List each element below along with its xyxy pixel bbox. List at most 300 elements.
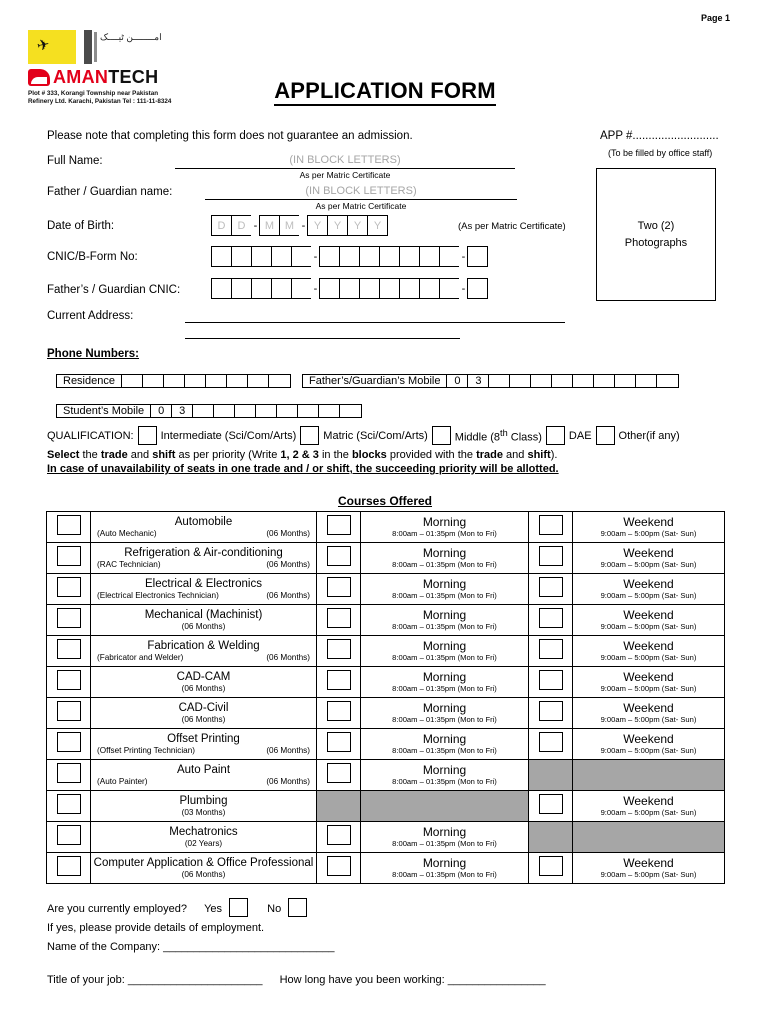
morning-priority-box[interactable] — [327, 608, 351, 628]
page-title-text: APPLICATION FORM — [274, 78, 496, 106]
logo-word-aman: AMAN — [53, 67, 109, 87]
weekend-shift-time: 9:00am – 5:00pm (Sat- Sun) — [600, 591, 697, 600]
morning-shift-cell — [361, 636, 529, 667]
morning-priority-cell[interactable] — [317, 636, 361, 667]
morning-priority-cell — [317, 791, 361, 822]
course-row — [47, 822, 725, 853]
employment-no-checkbox[interactable] — [288, 898, 307, 917]
morning-priority-cell[interactable] — [317, 760, 361, 791]
course-priority-cell[interactable] — [47, 512, 91, 543]
weekend-shift-time: 9:00am – 5:00pm (Sat- Sun) — [600, 870, 697, 879]
course-duration: (06 Months) — [181, 870, 226, 879]
address-input-line-2[interactable] — [185, 338, 460, 339]
full-name-sub: As per Matric Certificate — [299, 170, 391, 180]
course-row — [47, 791, 725, 822]
weekend-shift-label: Weekend — [623, 608, 674, 622]
residence-cell[interactable] — [227, 375, 248, 387]
dob-note: (As per Matric Certificate) — [458, 221, 566, 232]
course-priority-box[interactable] — [57, 639, 81, 659]
course-priority-cell[interactable] — [47, 574, 91, 605]
course-subinfo — [91, 839, 316, 848]
weekend-priority-cell[interactable] — [529, 636, 573, 667]
course-name: Plumbing — [179, 795, 228, 807]
morning-shift-cell — [361, 729, 529, 760]
dob-cell[interactable]: Y — [367, 215, 388, 236]
morning-shift-time: 8:00am – 01:35pm (Mon to Fri) — [392, 870, 497, 879]
logo-urdu-text: امــــــــن ٹیــــک — [100, 32, 162, 42]
course-duration: (06 Months) — [181, 684, 226, 693]
selection-notes — [47, 448, 559, 476]
weekend-shift-label: Weekend — [623, 701, 674, 715]
weekend-priority-box[interactable] — [539, 577, 563, 597]
morning-priority-box[interactable] — [327, 763, 351, 783]
course-subinfo — [91, 715, 316, 724]
course-row — [47, 853, 725, 884]
weekend-priority-box[interactable] — [539, 608, 563, 628]
father-cnic-cell[interactable] — [319, 278, 340, 299]
course-priority-box[interactable] — [57, 701, 81, 721]
weekend-priority-cell[interactable] — [529, 667, 573, 698]
course-name-cell — [91, 574, 317, 605]
course-subinfo — [91, 746, 316, 755]
father-name-label: Father / Guardian name: — [47, 186, 173, 198]
morning-shift-cell — [361, 574, 529, 605]
weekend-shift-cell — [573, 698, 725, 729]
dob-separator: - — [299, 215, 308, 236]
qualification-option-matric: Matric (Sci/Com/Arts) — [323, 429, 428, 442]
father-cnic-cell[interactable] — [231, 278, 252, 299]
employment-details-line: If yes, please provide details of employment. — [47, 922, 265, 934]
morning-shift-cell — [361, 543, 529, 574]
address-line-1: Plot # 333, Korangi Township near Pakistan — [28, 90, 159, 97]
weekend-priority-box[interactable] — [539, 856, 563, 876]
morning-priority-box[interactable] — [327, 856, 351, 876]
weekend-shift-cell — [573, 791, 725, 822]
morning-shift-label: Morning — [422, 670, 467, 684]
morning-shift-label: Morning — [422, 825, 467, 839]
course-name-cell — [91, 605, 317, 636]
course-subinfo — [91, 870, 316, 879]
weekend-priority-cell[interactable] — [529, 698, 573, 729]
cnic-cell[interactable] — [359, 246, 380, 267]
father-cnic-cell[interactable] — [419, 278, 440, 299]
weekend-shift-cell — [573, 822, 725, 853]
residence-cell[interactable] — [185, 375, 206, 387]
residence-cell[interactable] — [143, 375, 164, 387]
course-priority-box[interactable] — [57, 732, 81, 752]
morning-shift-label: Morning — [422, 608, 467, 622]
app-number-label: APP #........................... — [600, 130, 719, 142]
course-sub-left: (RAC Technician) — [97, 560, 161, 569]
selection-note-line-2: In case of unavailability of seats in one trade and / or shift, the succeeding priority will be allotted. — [47, 463, 559, 475]
duration-label[interactable]: How long have you been working: ________________ — [279, 974, 546, 986]
weekend-shift-time: 9:00am – 5:00pm (Sat- Sun) — [600, 622, 697, 631]
phone-section-title: Phone Numbers: — [47, 348, 140, 360]
course-row — [47, 574, 725, 605]
father-mobile-cell[interactable] — [636, 375, 657, 387]
morning-shift-label: Morning — [422, 577, 467, 591]
weekend-shift-time: 9:00am – 5:00pm (Sat- Sun) — [600, 715, 697, 724]
weekend-shift-cell — [573, 729, 725, 760]
course-priority-box[interactable] — [57, 515, 81, 535]
father-cnic-cell[interactable] — [439, 278, 460, 299]
address-line-2: Refinery Ltd. Karachi, Pakistan Tel : 111-11-8324 — [28, 98, 172, 105]
dob-cell[interactable]: M — [259, 215, 280, 236]
dob-cells[interactable] — [211, 215, 387, 236]
course-subinfo — [91, 777, 316, 786]
morning-priority-cell[interactable] — [317, 543, 361, 574]
residence-phone-field[interactable] — [56, 374, 291, 388]
course-name-cell — [91, 698, 317, 729]
morning-shift-time: 8:00am – 01:35pm (Mon to Fri) — [392, 684, 497, 693]
course-row — [47, 543, 725, 574]
course-sub-left: (Electrical Electronics Technician) — [97, 591, 219, 600]
course-priority-box[interactable] — [57, 794, 81, 814]
residence-cell[interactable] — [206, 375, 227, 387]
father-name-hint: (IN BLOCK LETTERS) — [305, 185, 417, 197]
father-mobile-cell[interactable]: 0 — [447, 375, 468, 387]
course-priority-box[interactable] — [57, 670, 81, 690]
employment-section — [47, 898, 546, 990]
morning-priority-cell[interactable] — [317, 853, 361, 884]
student-mobile-field[interactable] — [56, 404, 362, 418]
course-priority-cell[interactable] — [47, 853, 91, 884]
course-name-cell — [91, 543, 317, 574]
course-priority-cell[interactable] — [47, 667, 91, 698]
course-priority-cell[interactable] — [47, 605, 91, 636]
dob-cell[interactable]: Y — [327, 215, 348, 236]
morning-priority-box[interactable] — [327, 701, 351, 721]
weekend-priority-box[interactable] — [539, 794, 563, 814]
morning-shift-cell — [361, 698, 529, 729]
father-mobile-cell[interactable] — [573, 375, 594, 387]
father-cnic-separator: - — [311, 278, 320, 299]
company-name-label[interactable]: Name of the Company: ____________________________ — [47, 941, 335, 953]
student-mobile-cell[interactable]: 0 — [151, 405, 172, 417]
residence-cell[interactable] — [122, 375, 143, 387]
course-priority-box[interactable] — [57, 577, 81, 597]
father-cnic-cell[interactable] — [251, 278, 272, 299]
course-sub-left: (Fabricator and Welder) — [97, 653, 184, 662]
morning-priority-box[interactable] — [327, 639, 351, 659]
page-number: Page 1 — [700, 13, 730, 23]
weekend-priority-cell — [529, 760, 573, 791]
morning-shift-label: Morning — [422, 546, 467, 560]
course-name-cell — [91, 791, 317, 822]
qualification-option-dae: DAE — [568, 429, 592, 442]
weekend-priority-box[interactable] — [539, 546, 563, 566]
weekend-shift-time: 9:00am – 5:00pm (Sat- Sun) — [600, 653, 697, 662]
father-cnic-label: Father’s / Guardian CNIC: — [47, 284, 181, 296]
employment-yes-label: Yes — [204, 903, 223, 915]
dob-cell[interactable]: D — [211, 215, 232, 236]
qualification-checkbox-other[interactable] — [596, 426, 615, 445]
course-priority-cell[interactable] — [47, 760, 91, 791]
morning-shift-time: 8:00am – 01:35pm (Mon to Fri) — [392, 622, 497, 631]
morning-shift-label: Morning — [422, 515, 467, 529]
logo-gray-bar — [84, 30, 92, 64]
father-cnic-cell[interactable] — [291, 278, 312, 299]
dob-cell[interactable]: D — [231, 215, 252, 236]
student-mobile-cell[interactable] — [256, 405, 277, 417]
father-name-input[interactable] — [205, 199, 517, 200]
course-name-cell — [91, 636, 317, 667]
dob-label: Date of Birth: — [47, 220, 115, 232]
morning-priority-cell[interactable] — [317, 729, 361, 760]
cnic-cell[interactable] — [251, 246, 272, 267]
courses-heading-text: Courses Offered — [337, 494, 433, 508]
father-mobile-cell[interactable] — [510, 375, 531, 387]
weekend-priority-box[interactable] — [539, 670, 563, 690]
father-cnic-cell[interactable] — [379, 278, 400, 299]
course-priority-box[interactable] — [57, 856, 81, 876]
morning-shift-label: Morning — [422, 732, 467, 746]
cnic-cell[interactable] — [419, 246, 440, 267]
course-row — [47, 605, 725, 636]
morning-priority-cell[interactable] — [317, 667, 361, 698]
app-number-sub: (To be filled by office staff) — [608, 148, 713, 158]
morning-priority-cell[interactable] — [317, 605, 361, 636]
cnic-cell[interactable] — [319, 246, 340, 267]
course-priority-cell[interactable] — [47, 729, 91, 760]
residence-label: Residence — [57, 375, 122, 387]
logo-gray-bar-thin — [94, 32, 97, 62]
course-priority-cell[interactable] — [47, 543, 91, 574]
cnic-cell[interactable] — [211, 246, 232, 267]
course-duration: (06 Months) — [266, 560, 310, 569]
course-subinfo — [91, 808, 316, 817]
full-name-label: Full Name: — [47, 155, 103, 167]
weekend-priority-box[interactable] — [539, 732, 563, 752]
dob-separator: - — [251, 215, 260, 236]
father-mobile-field[interactable] — [302, 374, 679, 388]
course-sub-left: (Auto Mechanic) — [97, 529, 157, 538]
course-priority-box[interactable] — [57, 825, 81, 845]
morning-priority-cell[interactable] — [317, 574, 361, 605]
cnic-cell[interactable] — [339, 246, 360, 267]
page-title — [0, 78, 770, 104]
father-cnic-cell[interactable] — [467, 278, 488, 299]
course-subinfo — [91, 560, 316, 569]
course-name-cell — [91, 729, 317, 760]
weekend-shift-cell — [573, 636, 725, 667]
weekend-shift-label: Weekend — [623, 639, 674, 653]
course-name: Refrigeration & Air-conditioning — [124, 547, 283, 559]
course-row — [47, 667, 725, 698]
morning-priority-cell[interactable] — [317, 698, 361, 729]
student-mobile-cell[interactable] — [214, 405, 235, 417]
weekend-priority-cell[interactable] — [529, 791, 573, 822]
course-duration: (06 Months) — [181, 715, 226, 724]
course-name-cell — [91, 667, 317, 698]
dob-cell[interactable]: M — [279, 215, 300, 236]
course-name: Offset Printing — [167, 733, 240, 745]
weekend-priority-cell[interactable] — [529, 512, 573, 543]
courses-table — [46, 511, 725, 884]
father-cnic-cell[interactable] — [211, 278, 232, 299]
weekend-priority-cell[interactable] — [529, 574, 573, 605]
course-duration: (06 Months) — [266, 529, 310, 538]
employment-yes-checkbox[interactable] — [229, 898, 248, 917]
weekend-shift-cell — [573, 543, 725, 574]
student-mobile-cell[interactable] — [340, 405, 361, 417]
weekend-priority-cell[interactable] — [529, 605, 573, 636]
job-title-label[interactable]: Title of your job: ______________________ — [47, 974, 263, 986]
student-mobile-cell[interactable] — [277, 405, 298, 417]
qualification-option-middle: Middle (8th Class) — [454, 427, 542, 444]
student-mobile-cell[interactable] — [193, 405, 214, 417]
logo-word-tech: TECH — [108, 67, 159, 87]
course-subinfo — [91, 622, 316, 631]
weekend-priority-cell[interactable] — [529, 729, 573, 760]
father-mobile-cell[interactable] — [594, 375, 615, 387]
morning-shift-time: 8:00am – 01:35pm (Mon to Fri) — [392, 715, 497, 724]
weekend-shift-time: 9:00am – 5:00pm (Sat- Sun) — [600, 529, 697, 538]
student-mobile-cell[interactable] — [235, 405, 256, 417]
qualification-checkbox-middle[interactable] — [432, 426, 451, 445]
morning-shift-cell — [361, 791, 529, 822]
course-priority-box[interactable] — [57, 546, 81, 566]
cnic-cell[interactable] — [439, 246, 460, 267]
morning-shift-cell — [361, 605, 529, 636]
course-row — [47, 698, 725, 729]
address-input-line-1[interactable] — [185, 322, 565, 323]
course-priority-box[interactable] — [57, 763, 81, 783]
course-priority-cell[interactable] — [47, 791, 91, 822]
qualification-checkbox-intermediate[interactable] — [138, 426, 157, 445]
course-name: Automobile — [174, 516, 233, 528]
student-mobile-label: Student’s Mobile — [57, 405, 151, 417]
cnic-cells[interactable] — [211, 246, 487, 267]
morning-shift-cell — [361, 822, 529, 853]
employment-question: Are you currently employed? — [47, 903, 188, 915]
student-mobile-cell[interactable] — [319, 405, 340, 417]
morning-priority-cell[interactable] — [317, 512, 361, 543]
job-title-row — [47, 971, 546, 990]
course-name: CAD-CAM — [176, 671, 231, 683]
residence-cell[interactable] — [248, 375, 269, 387]
father-mobile-cell[interactable] — [489, 375, 510, 387]
qualification-checkbox-dae[interactable] — [546, 426, 565, 445]
qualification-checkbox-matric[interactable] — [300, 426, 319, 445]
morning-priority-box[interactable] — [327, 577, 351, 597]
course-name: CAD-Civil — [178, 702, 229, 714]
weekend-shift-label: Weekend — [623, 670, 674, 684]
morning-shift-label: Morning — [422, 701, 467, 715]
course-sub-left: (Offset Printing Technician) — [97, 746, 195, 755]
cnic-cell[interactable] — [467, 246, 488, 267]
morning-priority-box[interactable] — [327, 546, 351, 566]
weekend-shift-cell — [573, 853, 725, 884]
morning-priority-box[interactable] — [327, 515, 351, 535]
course-subinfo — [91, 653, 316, 662]
father-mobile-cell[interactable] — [552, 375, 573, 387]
father-cnic-cells[interactable] — [211, 278, 487, 299]
residence-cell[interactable] — [164, 375, 185, 387]
weekend-priority-cell — [529, 822, 573, 853]
father-mobile-cell[interactable] — [657, 375, 678, 387]
weekend-priority-cell[interactable] — [529, 543, 573, 574]
weekend-shift-cell — [573, 760, 725, 791]
cnic-separator: - — [459, 246, 468, 267]
photo-box-line2: Photographs — [624, 236, 688, 249]
course-row — [47, 760, 725, 791]
morning-shift-time: 8:00am – 01:35pm (Mon to Fri) — [392, 560, 497, 569]
course-priority-box[interactable] — [57, 608, 81, 628]
course-duration: (03 Months) — [181, 808, 226, 817]
course-subinfo — [91, 684, 316, 693]
morning-shift-time: 8:00am – 01:35pm (Mon to Fri) — [392, 746, 497, 755]
morning-priority-box[interactable] — [327, 732, 351, 752]
cnic-label: CNIC/B-Form No: — [47, 251, 138, 263]
father-cnic-cell[interactable] — [271, 278, 292, 299]
weekend-shift-time: 9:00am – 5:00pm (Sat- Sun) — [600, 746, 697, 755]
father-cnic-cell[interactable] — [339, 278, 360, 299]
course-priority-cell[interactable] — [47, 822, 91, 853]
course-name-cell — [91, 853, 317, 884]
morning-shift-label: Morning — [422, 639, 467, 653]
weekend-priority-box[interactable] — [539, 701, 563, 721]
cnic-cell[interactable] — [399, 246, 420, 267]
morning-priority-box[interactable] — [327, 825, 351, 845]
course-priority-cell[interactable] — [47, 698, 91, 729]
cnic-separator: - — [311, 246, 320, 267]
father-mobile-cell[interactable] — [615, 375, 636, 387]
full-name-input[interactable] — [175, 168, 515, 169]
cnic-cell[interactable] — [231, 246, 252, 267]
morning-shift-cell — [361, 760, 529, 791]
morning-priority-box[interactable] — [327, 670, 351, 690]
father-mobile-cell[interactable] — [531, 375, 552, 387]
course-name: Computer Application & Office Professional — [93, 857, 314, 869]
father-cnic-cell[interactable] — [399, 278, 420, 299]
course-duration: (06 Months) — [266, 746, 310, 755]
student-mobile-cell[interactable]: 3 — [172, 405, 193, 417]
dob-cell[interactable]: Y — [307, 215, 328, 236]
weekend-shift-time: 9:00am – 5:00pm (Sat- Sun) — [600, 560, 697, 569]
course-name-cell — [91, 512, 317, 543]
course-priority-cell[interactable] — [47, 636, 91, 667]
weekend-priority-box[interactable] — [539, 515, 563, 535]
course-duration: (06 Months) — [266, 653, 310, 662]
dob-cell[interactable]: Y — [347, 215, 368, 236]
morning-shift-cell — [361, 512, 529, 543]
morning-shift-label: Morning — [422, 856, 467, 870]
morning-shift-time: 8:00am – 01:35pm (Mon to Fri) — [392, 653, 497, 662]
course-name-cell — [91, 760, 317, 791]
course-name-cell — [91, 822, 317, 853]
cnic-cell[interactable] — [379, 246, 400, 267]
course-duration: (06 Months) — [266, 777, 310, 786]
weekend-priority-cell[interactable] — [529, 853, 573, 884]
morning-priority-cell[interactable] — [317, 822, 361, 853]
student-mobile-cell[interactable] — [298, 405, 319, 417]
cnic-cell[interactable] — [291, 246, 312, 267]
father-cnic-cell[interactable] — [359, 278, 380, 299]
course-sub-left: (Auto Painter) — [97, 777, 148, 786]
father-mobile-cell[interactable]: 3 — [468, 375, 489, 387]
course-subinfo — [91, 529, 316, 538]
cnic-cell[interactable] — [271, 246, 292, 267]
course-row — [47, 729, 725, 760]
qualification-option-intermediate: Intermediate (Sci/Com/Arts) — [160, 429, 297, 442]
father-cnic-separator: - — [459, 278, 468, 299]
morning-shift-time: 8:00am – 01:35pm (Mon to Fri) — [392, 529, 497, 538]
qualification-label: QUALIFICATION: — [47, 429, 134, 442]
residence-cell[interactable] — [269, 375, 290, 387]
weekend-priority-box[interactable] — [539, 639, 563, 659]
course-name: Electrical & Electronics — [145, 578, 262, 590]
